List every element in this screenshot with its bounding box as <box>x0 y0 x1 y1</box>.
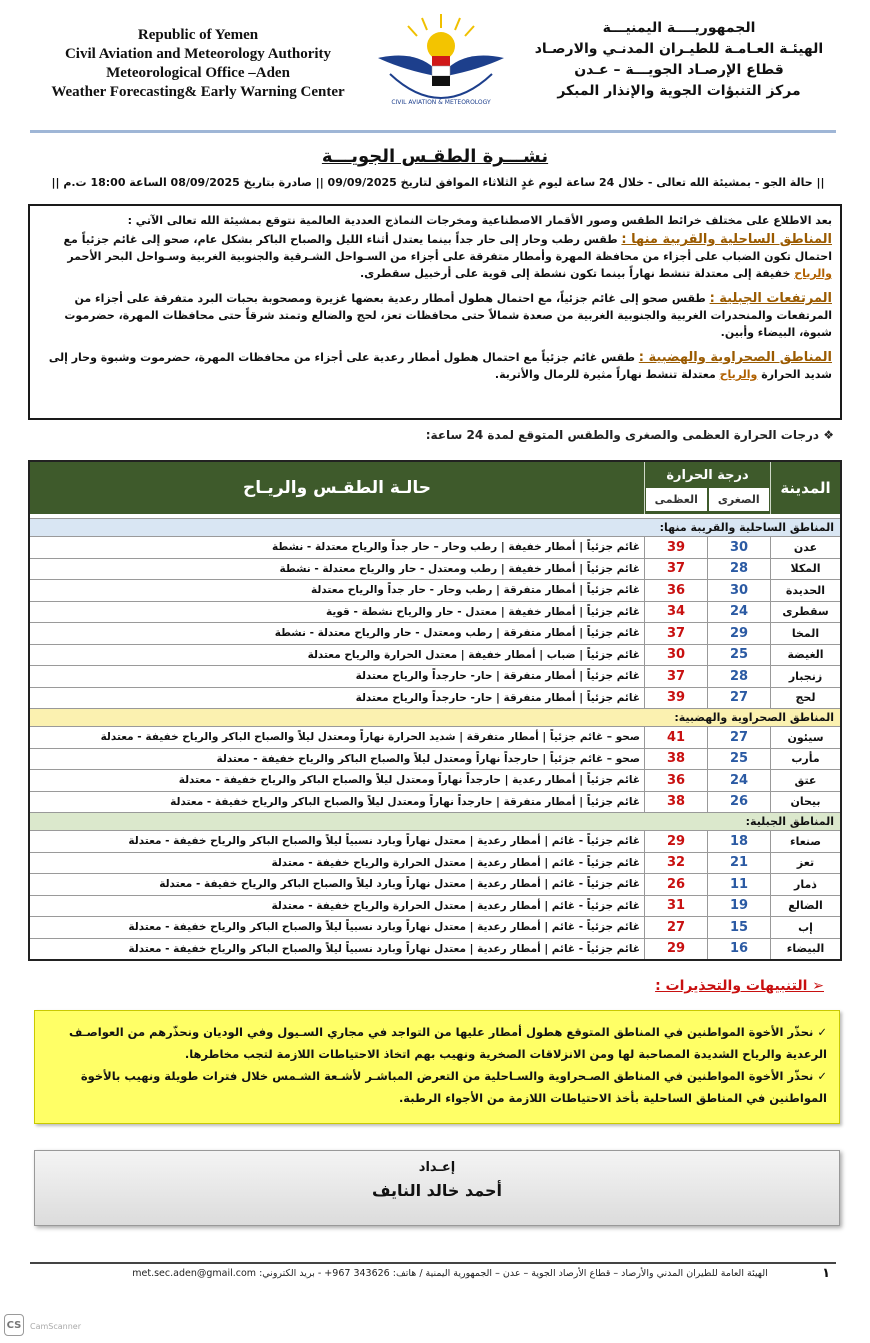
min-temp-cell: 24 <box>707 602 770 623</box>
camscanner-badge-icon: CS <box>4 1314 24 1336</box>
table-row <box>30 916 840 938</box>
table-row <box>30 938 840 960</box>
weather-state-cell: غائم جزئياً | أمطار متفرقة | حار- حارجداً والرياح معتدلة <box>355 670 640 683</box>
weather-state-cell: غائم جزئياً | أمطار خفيفة | معتدل - حار والرياح نشطة - قوية <box>326 605 640 618</box>
max-temp-cell: 41 <box>644 727 707 748</box>
table-row <box>30 601 840 623</box>
desert-text: طقس غائم جزئياً مع احتمال هطول أمطار رعدية على أجزاء من محافظات المهرة، حضرموت وشبوة وحار إلى شديد الحرارة <box>48 351 832 381</box>
page-number: ١ <box>822 1266 830 1281</box>
city-cell: لحج <box>770 688 840 709</box>
forecast-summary-box <box>28 204 842 420</box>
weather-state-cell: غائم جزئياً | ضباب | أمطار خفيفة | معتدل الحرارة والرياح معتدلة <box>307 648 640 661</box>
city-cell: البيضاء <box>770 939 840 960</box>
header-temperature <box>644 462 770 514</box>
footer-divider <box>30 1262 836 1264</box>
prepared-by-name: أحمد خالد النايف <box>371 1181 502 1200</box>
min-temp-cell: 30 <box>707 537 770 558</box>
city-cell: سيئون <box>770 727 840 748</box>
city-cell: ذمار <box>770 874 840 895</box>
weather-state-cell: صحو – غائم جزئياً | حارجداً نهاراً ومعتدل ليلاً والصباح الباكر والرياح خفيفة - معتدلة <box>216 752 640 765</box>
weather-state-cell: غائم جزئياً - غائم | أمطار رعدية | معتدل نهاراً وبارد نسبياً ليلاً والصباح الباكر والرياح خفيفة - معتدلة <box>128 942 640 955</box>
min-temp-cell: 30 <box>707 580 770 601</box>
max-temp-cell: 36 <box>644 770 707 791</box>
city-cell: بيحان <box>770 792 840 813</box>
logo-caption: CIVIL AVIATION & METEOROLOGY <box>391 99 491 106</box>
min-temp-cell: 15 <box>707 917 770 938</box>
min-temp-cell: 26 <box>707 792 770 813</box>
header-weather-state: حالـة الطقـس والريـاح <box>242 478 431 498</box>
table-row <box>30 687 840 709</box>
weather-state-cell: غائم جزئياً - غائم | أمطار رعدية | معتدل الحرارة والرياح خفيفة - معتدلة <box>271 899 640 912</box>
mountain-label: المرتفعات الجبلية : <box>709 291 832 306</box>
weather-state-cell: صحو – غائم جزئياً | أمطار متفرقة | شديد الحرارة نهاراً ومعتدل ليلاً والصباح الباكر والرياح خفيفة - معتدلة <box>100 731 640 744</box>
header-en-line: Meteorological Office –Aden <box>106 65 290 81</box>
header-divider <box>30 130 836 133</box>
min-temp-cell: 27 <box>707 727 770 748</box>
table-row <box>30 830 840 852</box>
desert-paragraph <box>38 349 832 383</box>
left-wing-icon <box>378 56 436 76</box>
min-temp-cell: 25 <box>707 749 770 770</box>
min-temp-cell: 25 <box>707 645 770 666</box>
table-row <box>30 748 840 770</box>
max-temp-cell: 39 <box>644 537 707 558</box>
intro-lead: بعد الاطلاع على مختلف خرائط الطقس وصور الأقمار الاصطناعية ومخرجات النماذج العددية العالمية نتوقع بمشيئة الله تعالى الآتي : <box>127 214 832 227</box>
desert-text-end: معتدلة تنشط نهاراً مثيرة للرمال والأتربة. <box>494 368 716 381</box>
flag-red-icon <box>432 56 450 66</box>
weather-state-cell: غائم جزئياً | أمطار رعدية | حارجداً نهاراً ومعتدل ليلاً والصباح الباكر والرياح خفيفة - معتدلة <box>178 774 640 787</box>
city-cell: إب <box>770 917 840 938</box>
header-min: الصغرى <box>709 488 770 511</box>
table-row <box>30 644 840 666</box>
city-cell: عدن <box>770 537 840 558</box>
table-body <box>30 518 840 959</box>
max-temp-cell: 27 <box>644 917 707 938</box>
right-wing-icon <box>446 56 504 76</box>
header-en-line: Weather Forecasting& Early Warning Center <box>51 84 345 100</box>
city-cell: زنجبار <box>770 666 840 687</box>
forecast-table <box>28 460 842 961</box>
coastal-text-end: خفيفة إلى معتدلة تنشط نهاراً بينما تكون نشطة إلى قوية على أرخبيل سقطرى. <box>360 267 791 280</box>
warnings-box <box>34 1010 840 1124</box>
max-temp-cell: 32 <box>644 853 707 874</box>
table-header <box>30 462 840 514</box>
city-cell: تعز <box>770 853 840 874</box>
warning-item: ✓ نحذّر الأخوة المواطنين في المناطق الصـحراوية والسـاحلية من التعرض المباشـر لأشـعة الشـمس خلال فترات طويلة ونهيب بالأخوة المواطنين في المناطق الساحلية بأخذ الاحتياطات اللازمة من الأجواء الرطبة. <box>80 1069 827 1105</box>
sun-icon <box>427 32 455 60</box>
max-temp-cell: 38 <box>644 749 707 770</box>
table-row <box>30 536 840 558</box>
desert-wind-word: والرياح <box>719 368 758 381</box>
max-temp-cell: 29 <box>644 939 707 960</box>
table-row <box>30 665 840 687</box>
max-temp-cell: 29 <box>644 831 707 852</box>
max-temp-cell: 36 <box>644 580 707 601</box>
min-temp-cell: 16 <box>707 939 770 960</box>
coastal-label: المناطق الساحلية والقريبة منها : <box>621 232 832 247</box>
table-row <box>30 579 840 601</box>
weather-state-cell: غائم جزئياً | أمطار خفيفة | رطب وحار – حار جداً والرياح معتدلة - نشطة <box>272 541 640 554</box>
prepared-by-label: إعـداد <box>418 1160 456 1175</box>
header-en-line: Republic of Yemen <box>137 27 259 43</box>
flag-white-icon <box>432 66 450 76</box>
header-temperature-label: درجة الحرارة <box>666 467 749 483</box>
max-temp-cell: 26 <box>644 874 707 895</box>
mountain-paragraph <box>38 290 832 341</box>
table-row <box>30 852 840 874</box>
city-cell: الحديدة <box>770 580 840 601</box>
max-temp-cell: 34 <box>644 602 707 623</box>
min-temp-cell: 11 <box>707 874 770 895</box>
max-temp-cell: 37 <box>644 623 707 644</box>
table-row <box>30 895 840 917</box>
min-temp-cell: 21 <box>707 853 770 874</box>
max-temp-cell: 37 <box>644 559 707 580</box>
min-temp-cell: 29 <box>707 623 770 644</box>
table-row <box>30 726 840 748</box>
coastal-paragraph <box>38 231 832 282</box>
table-row <box>30 791 840 813</box>
city-cell: سقطرى <box>770 602 840 623</box>
min-temp-cell: 24 <box>707 770 770 791</box>
table-caption: ❖ درجات الحرارة العظمى والصغرى والطقس المتوقع لمدة 24 ساعة: <box>425 428 834 442</box>
desert-label: المناطق الصحراوية والهضبية : <box>638 350 832 365</box>
footer-contact: الهيئة العامة للطيران المدني والأرصاد – قطاع الأرصاد الجوية – عدن – الجمهورية اليمنية / هاتف: 343626 967+ - بريد الكتروني: met.sec.aden@gmail.com <box>132 1268 768 1279</box>
header-arabic <box>514 18 844 102</box>
section-header: المناطق الصحراوية والهضبية: <box>30 708 840 726</box>
max-temp-cell: 31 <box>644 896 707 917</box>
warning-item: ✓ نحذّر الأخوة المواطنين في المناطق المتوقع هطول أمطار عليها من التواجد في مجاري السـيول وفي الوديان ونحذّرهم من العواصـف الرعدية والرياح الشديدة المصاحبة لها ومن الانزلاقات الصخرية ونهيب بهم اتخاذ الاحتياطات اللازمة لتجب مخاطرها. <box>69 1025 827 1061</box>
table-row <box>30 558 840 580</box>
city-cell: عتق <box>770 770 840 791</box>
weather-state-cell: غائم جزئياً | أمطار خفيفة | رطب ومعتدل - حار والرياح معتدلة - نشطة <box>279 562 640 575</box>
mountain-text: طقس صحو إلى غائم جزئياً، مع احتمال هطول أمطار رعدية بعضها غزيرة ومصحوبة بحبات البرد متفرقة على أجزاء من المرتفعات والمنحدرات الغربية والجنوبية الغربية من صعدة شمالاً حتى محافظات تعز، لحج والضالع وتمتد شرقاً حتى محافظات المهرة، حضرموت شبوة، البيضاء وأبين. <box>64 292 832 339</box>
city-cell: المكلا <box>770 559 840 580</box>
weather-state-cell: غائم جزئياً | أمطار متفرقة | رطب ومعتدل - حار والرياح معتدلة - نشطة <box>274 627 640 640</box>
header-en-line: Civil Aviation and Meteorology Authority <box>64 46 332 62</box>
page-title: نشـــرة الطقـس الجويـــة <box>321 146 549 167</box>
header-max: العظمى <box>646 488 707 511</box>
city-cell: الغيضة <box>770 645 840 666</box>
warnings-title: ➢ التنبيهات والتحذيرات : <box>655 978 824 994</box>
header-ar-line: مركز التنبؤات الجوية والإنذار المبكر <box>557 83 801 99</box>
city-cell: المخا <box>770 623 840 644</box>
min-temp-cell: 19 <box>707 896 770 917</box>
weather-state-cell: غائم جزئياً - غائم | أمطار رعدية | معتدل نهاراً وبارد نسبياً ليلاً والصباح الباكر والرياح خفيفة - معتدلة <box>128 835 640 848</box>
weather-state-cell: غائم جزئياً | أمطار متفرقة | حار- حارجداً والرياح معتدلة <box>355 691 640 704</box>
table-row <box>30 769 840 791</box>
camscanner-caption: CamScanner <box>30 1322 82 1331</box>
weather-state-cell: غائم جزئياً | أمطار متفرقة | رطب وحار - حار جداً والرياح معتدلة <box>311 584 640 597</box>
city-cell: صنعاء <box>770 831 840 852</box>
weather-state-cell: غائم جزئياً - غائم | أمطار رعدية | معتدل نهاراً وبارد نسبياً ليلاً والصباح الباكر والرياح خفيفة - معتدلة <box>128 921 640 934</box>
header-temperature-sub <box>645 488 770 514</box>
city-cell: الضالع <box>770 896 840 917</box>
table-row <box>30 873 840 895</box>
max-temp-cell: 38 <box>644 792 707 813</box>
validity-line: || حالة الجو - بمشيئة الله تعالى - خلال 24 ساعة ليوم غدٍ الثلاثاء الموافق لتاريخ 09/09/2025 || صادرة بتاريخ 08/09/2025 الساعة 18:00 ت.م || <box>51 176 825 189</box>
coastal-text: طقس رطب وحار إلى حار جداً بينما يعتدل أثناء الليل والصباح الباكر بشكل عام، صحو إلى غائم جزئياً مع احتمال تكون الضباب على أجزاء من محافظة المهرة وأمطار متفرقة على أجزاء من السـواحل الشـرقية والجنوبية الغربية وسـواحل البحر الأحمر <box>63 233 832 263</box>
min-temp-cell: 27 <box>707 688 770 709</box>
coastal-wind-word: والرياح <box>794 267 832 280</box>
max-temp-cell: 37 <box>644 666 707 687</box>
weather-state-cell: غائم جزئياً - غائم | أمطار رعدية | معتدل نهاراً وبارد ليلاً والصباح الباكر والرياح خفيفة - معتدلة <box>159 878 640 891</box>
header-city: المدينة <box>770 462 840 514</box>
header-ar-line: قطاع الإرصـاد الجويـــة – عـدن <box>574 62 784 78</box>
weather-state-cell: غائم جزئياً - غائم | أمطار رعدية | معتدل الحرارة والرياح خفيفة - معتدلة <box>271 856 640 869</box>
section-header: المناطق الساحلية والقريبة منها: <box>30 518 840 536</box>
header-english <box>18 26 378 102</box>
header-ar-line: الهيئـة العـامـة للطيـران المدنـي والارصـاد <box>534 41 824 57</box>
section-header: المناطق الجبلية: <box>30 812 840 830</box>
table-row <box>30 622 840 644</box>
authority-logo-icon <box>374 12 508 112</box>
min-temp-cell: 28 <box>707 666 770 687</box>
city-cell: مأرب <box>770 749 840 770</box>
min-temp-cell: 18 <box>707 831 770 852</box>
prepared-by-box <box>34 1150 840 1226</box>
weather-state-cell: غائم جزئياً | أمطار متفرقة | حارجداً نهاراً ومعتدل ليلاً والصباح الباكر والرياح خفيفة - معتدلة <box>170 795 640 808</box>
min-temp-cell: 28 <box>707 559 770 580</box>
header-ar-line: الجمهوريــــة اليمنيـــة <box>602 20 756 36</box>
max-temp-cell: 39 <box>644 688 707 709</box>
max-temp-cell: 30 <box>644 645 707 666</box>
flag-black-icon <box>432 76 450 86</box>
